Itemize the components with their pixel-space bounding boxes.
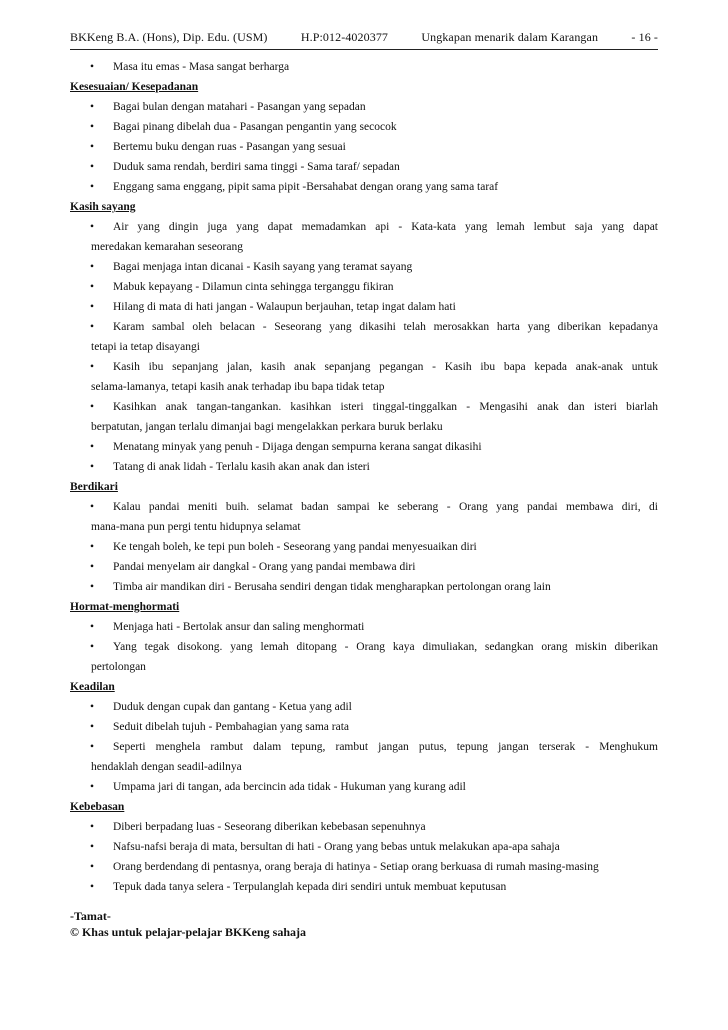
bullet-icon: • (90, 141, 95, 153)
item-text: Kalau pandai meniti buih. selamat badan sampai ke seberang - Orang yang pandai membawa diri, di (113, 501, 658, 513)
item-text-continued: selama-lamanya, tetapi kasih anak terhadap ibu bapa tidak tetap (91, 381, 385, 393)
list-item (70, 297, 658, 317)
list-item (70, 777, 658, 797)
bullet-icon: • (90, 121, 95, 133)
list-item (70, 457, 658, 477)
list-item (70, 257, 658, 277)
item-text: Seduit dibelah tujuh - Pembahagian yang sama rata (113, 721, 350, 733)
item-text: Bagai menjaga intan dicanai - Kasih sayang yang teramat sayang (113, 261, 413, 273)
item-text: Ke tengah boleh, ke tepi pun boleh - Seseorang yang pandai menyesuaikan diri (113, 541, 477, 553)
bullet-icon: • (90, 621, 95, 633)
list-item (70, 537, 658, 557)
bullet-icon: • (90, 581, 95, 593)
document-page (70, 30, 658, 940)
list-item (70, 97, 658, 117)
bullet-icon: • (90, 821, 95, 833)
bullet-icon: • (90, 861, 95, 873)
section-heading: Kebebasan (70, 801, 125, 813)
item-text-continued: pertolongan (91, 661, 146, 673)
bullet-icon: • (90, 461, 95, 473)
bullet-icon: • (90, 61, 95, 73)
bullet-icon: • (90, 641, 95, 653)
header-author: BKKeng B.A. (Hons), Dip. Edu. (USM) (70, 30, 268, 44)
bullet-icon: • (90, 441, 95, 453)
bullet-icon: • (90, 401, 95, 413)
list-item (70, 117, 658, 137)
item-text: Tatang di anak lidah - Terlalu kasih akan anak dan isteri (113, 461, 370, 473)
end-marker: -Tamat- (70, 909, 111, 923)
item-text: Bagai pinang dibelah dua - Pasangan pengantin yang secocok (113, 121, 397, 133)
item-text: Mabuk kepayang - Dilamun cinta sehingga terganggu fikiran (113, 281, 394, 293)
page-header (70, 30, 658, 50)
list-item (70, 717, 658, 737)
list-item (70, 277, 658, 297)
item-text: Masa itu emas - Masa sangat berharga (113, 61, 290, 73)
item-text: Menatang minyak yang penuh - Dijaga dengan sempurna kerana sangat dikasihi (113, 441, 482, 453)
item-text: Karam sambal oleh belacan - Seseorang yang dikasihi telah merosakkan harta yang diberikan kepadanya (113, 321, 658, 333)
item-text: Yang tegak disokong. yang lemah ditopang - Orang kaya dimuliakan, sedangkan orang miskin diberikan (113, 641, 658, 653)
bullet-icon: • (90, 181, 95, 193)
section-heading: Hormat-menghormati (70, 601, 180, 613)
item-text-continued: hendaklah dengan seadil-adilnya (91, 761, 242, 773)
bullet-icon: • (90, 721, 95, 733)
bullet-icon: • (90, 301, 95, 313)
item-text: Orang berdendang di pentasnya, orang beraja di hatinya - Setiap orang berkuasa di rumah masing-masing (113, 861, 599, 873)
list-item (70, 577, 658, 597)
bullet-icon: • (90, 741, 95, 753)
item-text: Kasih ibu sepanjang jalan, kasih anak sepanjang pegangan - Kasih ibu bapa kepada anak-anak untuk (113, 361, 658, 373)
list-item (70, 217, 658, 257)
list-item (70, 137, 658, 157)
item-text: Duduk sama rendah, berdiri sama tinggi - Sama taraf/ sepadan (113, 161, 400, 173)
item-text: Pandai menyelam air dangkal - Orang yang pandai membawa diri (113, 561, 416, 573)
item-text-continued: mana-mana pun pergi tentu hidupnya selamat (91, 521, 301, 533)
item-text: Umpama jari di tangan, ada bercincin ada tidak - Hukuman yang kurang adil (113, 781, 466, 793)
list-item (70, 317, 658, 357)
header-page-number: - 16 - (631, 30, 658, 44)
item-text-continued: berpatutan, jangan terlalu dimanjai bagi mengelakkan perkara buruk berlaku (91, 421, 443, 433)
page-footer (70, 908, 658, 940)
item-text-continued: tetapi ia tetap disayangi (91, 341, 200, 353)
item-text: Bagai bulan dengan matahari - Pasangan yang sepadan (113, 101, 366, 113)
list-item (70, 157, 658, 177)
document-body (70, 57, 658, 897)
item-text: Seperti menghela rambut dalam tepung, rambut jangan putus, tepung jangan terserak - Menghukum (113, 741, 658, 753)
item-text: Enggang sama enggang, pipit sama pipit -Bersahabat dengan orang yang sama taraf (113, 181, 499, 193)
list-item (70, 497, 658, 537)
bullet-icon: • (90, 221, 95, 233)
item-text: Timba air mandikan diri - Berusaha sendiri dengan tidak mengharapkan pertolongan orang lain (113, 581, 551, 593)
header-phone: H.P:012-4020377 (300, 30, 389, 44)
bullet-icon: • (90, 781, 95, 793)
list-item (70, 857, 658, 877)
item-text: Menjaga hati - Bertolak ansur dan saling menghormati (113, 621, 365, 633)
bullet-icon: • (90, 501, 95, 513)
list-item (70, 177, 658, 197)
list-item (70, 557, 658, 577)
list-item (70, 837, 658, 857)
item-text: Air yang dingin juga yang dapat memadamkan api - Kata-kata yang lemah lembut saja yang dapat (113, 221, 658, 233)
item-text: Bertemu buku dengan ruas - Pasangan yang sesuai (113, 141, 346, 153)
section-heading: Kesesuaian/ Kesepadanan (70, 81, 199, 93)
bullet-icon: • (90, 101, 95, 113)
bullet-icon: • (90, 361, 95, 373)
item-text: Hilang di mata di hati jangan - Walaupun berjauhan, tetap ingat dalam hati (113, 301, 456, 313)
list-item (70, 697, 658, 717)
bullet-icon: • (90, 161, 95, 173)
item-text: Diberi berpadang luas - Seseorang diberikan kebebasan sepenuhnya (113, 821, 426, 833)
list-item (70, 57, 658, 77)
item-text-continued: meredakan kemarahan seseorang (91, 241, 243, 253)
list-item (70, 737, 658, 777)
section-heading: Kasih sayang (70, 201, 136, 213)
list-item (70, 617, 658, 637)
item-text: Duduk dengan cupak dan gantang - Ketua yang adil (113, 701, 352, 713)
bullet-icon: • (90, 541, 95, 553)
section-heading: Berdikari (70, 481, 118, 493)
item-text: Nafsu-nafsi beraja di mata, bersultan di hati - Orang yang bebas untuk melakukan apa-apa sahaja (113, 841, 560, 853)
list-item (70, 877, 658, 897)
header-topic: Ungkapan menarik dalam Karangan (421, 30, 599, 44)
list-item (70, 397, 658, 437)
list-item (70, 817, 658, 837)
bullet-icon: • (90, 281, 95, 293)
bullet-icon: • (90, 881, 95, 893)
list-item (70, 357, 658, 397)
item-text: Kasihkan anak tangan-tangankan. kasihkan isteri tinggal-tinggalkan - Mengasihi anak dan isteri biarlah (113, 401, 658, 413)
section-heading: Keadilan (70, 681, 115, 693)
copyright-notice: © Khas untuk pelajar-pelajar BKKeng sahaja (70, 925, 306, 939)
item-text: Tepuk dada tanya selera - Terpulanglah kepada diri sendiri untuk membuat keputusan (113, 881, 507, 893)
bullet-icon: • (90, 321, 95, 333)
list-item (70, 437, 658, 457)
bullet-icon: • (90, 261, 95, 273)
bullet-icon: • (90, 841, 95, 853)
bullet-icon: • (90, 701, 95, 713)
list-item (70, 637, 658, 677)
bullet-icon: • (90, 561, 95, 573)
